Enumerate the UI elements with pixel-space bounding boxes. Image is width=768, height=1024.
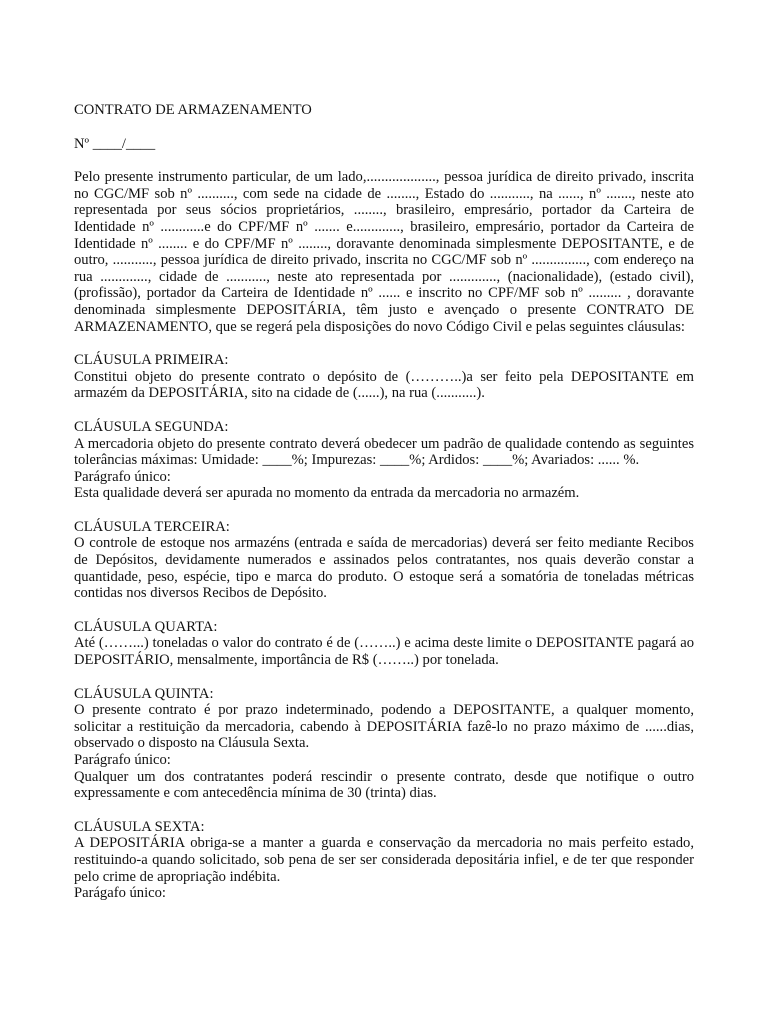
clause-1-heading: CLÁUSULA PRIMEIRA: bbox=[74, 352, 229, 369]
clause-3-heading: CLÁUSULA TERCEIRA: bbox=[74, 518, 230, 535]
clause-6-heading: CLÁUSULA SEXTA: bbox=[74, 818, 205, 835]
clause-5-paragraph-label: Parágrafo único: bbox=[74, 752, 171, 768]
clause-3-body: O controle de estoque nos armazéns (entrada e saída de mercadorias) deverá ser feito mediante Recibos de Depósitos, devidamente numerados e assinados pelos contratantes, nos quais deverão constar a quantidade, peso, espécie, tipo e marca do produto. O estoque será a somatória de toneladas métricas contidas nos diversos Recibos de Depósito. bbox=[74, 535, 694, 602]
intro-paragraph: Pelo presente instrumento particular, de um lado,..................., pessoa jurídica de direito privado, inscrita no CGC/MF sob nº .........., com sede na cidade de ........, Estado do ..........., na ......, nº ......., neste ato representada por seus sócios proprietários, ........, brasileiro, empresário, portador da Carteira de Identidade nº ............e do CPF/MF nº ....... e............., brasileiro, empresário, portador da Carteira de Identidade nº ........ e do CPF/MF nº ........, doravante denominada simplesmente DEPOSITANTE, e de outro, ..........., pessoa jurídica de direito privado, inscrita no CGC/MF sob nº ..............., com endereço na rua ............., cidade de ..........., neste ato representada por ............., (nacionalidade), (estado civil), (profissão), portador da Carteira de Identidade nº ...... e inscrito no CPF/MF sob nº ......... , doravante denominada simplesmente DEPOSITÁRIA, têm justo e avençado o presente CONTRATO DE ARMAZENAMENTO, que se regerá pela disposições do novo Código Civil e pelas seguintes cláusulas: bbox=[74, 169, 694, 335]
clause-4-body: Até (……...) toneladas o valor do contrato é de (……..) e acima deste limite o DEPOSITANTE pagará ao DEPOSITÁRIO, mensalmente, importância de R$ (……..) por tonelada. bbox=[74, 635, 694, 669]
clause-6-paragraph-label: Parágafo único: bbox=[74, 885, 166, 902]
clause-2-paragraph-label: Parágrafo único: bbox=[74, 468, 171, 485]
clause-2-paragraph-text: Esta qualidade deverá ser apurada no momento da entrada da mercadoria no armazém. bbox=[74, 485, 580, 502]
clause-2-heading: CLÁUSULA SEGUNDA: bbox=[74, 418, 229, 435]
contract-number-line: Nº ____/____ bbox=[74, 135, 156, 152]
clause-6-body: A DEPOSITÁRIA obriga-se a manter a guarda e conservação da mercadoria no mais perfeito estado, restituindo-a quando solicitado, sob pena de ser ser considerada depositária infiel, e de ter que responder pelo crime de apropriação indébita. bbox=[74, 835, 694, 885]
clause-2-body: A mercadoria objeto do presente contrato deverá obedecer um padrão de qualidade contendo as seguintes tolerâncias máximas: Umidade: ____%; Impurezas: ____%; Ardidos: ____%; Avariados: ...... %. bbox=[74, 435, 694, 469]
clause-5-paragraph-text: Qualquer um dos contratantes poderá rescindir o presente contrato, desde que notifique o outro expressamente e com antecedência mínima de 30 (trinta) dias. bbox=[74, 768, 694, 802]
clause-5-body: O presente contrato é por prazo indeterminado, podendo a DEPOSITANTE, a qualquer momento, solicitar a restituição da mercadoria, cabendo à DEPOSITÁRIA fazê-lo no prazo máximo de ......dias, observado o disposto na Cláusula Sexta. bbox=[74, 702, 694, 752]
document-title: CONTRATO DE ARMAZENAMENTO bbox=[74, 102, 312, 118]
clause-4-heading: CLÁUSULA QUARTA: bbox=[74, 618, 218, 635]
clause-5-heading: CLÁUSULA QUINTA: bbox=[74, 685, 214, 702]
clause-1-body: Constitui objeto do presente contrato o depósito de (………..)a ser feito pela DEPOSITANTE em armazém da DEPOSITÁRIA, sito na cidade de (......), na rua (...........). bbox=[74, 368, 694, 402]
document-page bbox=[74, 102, 694, 902]
